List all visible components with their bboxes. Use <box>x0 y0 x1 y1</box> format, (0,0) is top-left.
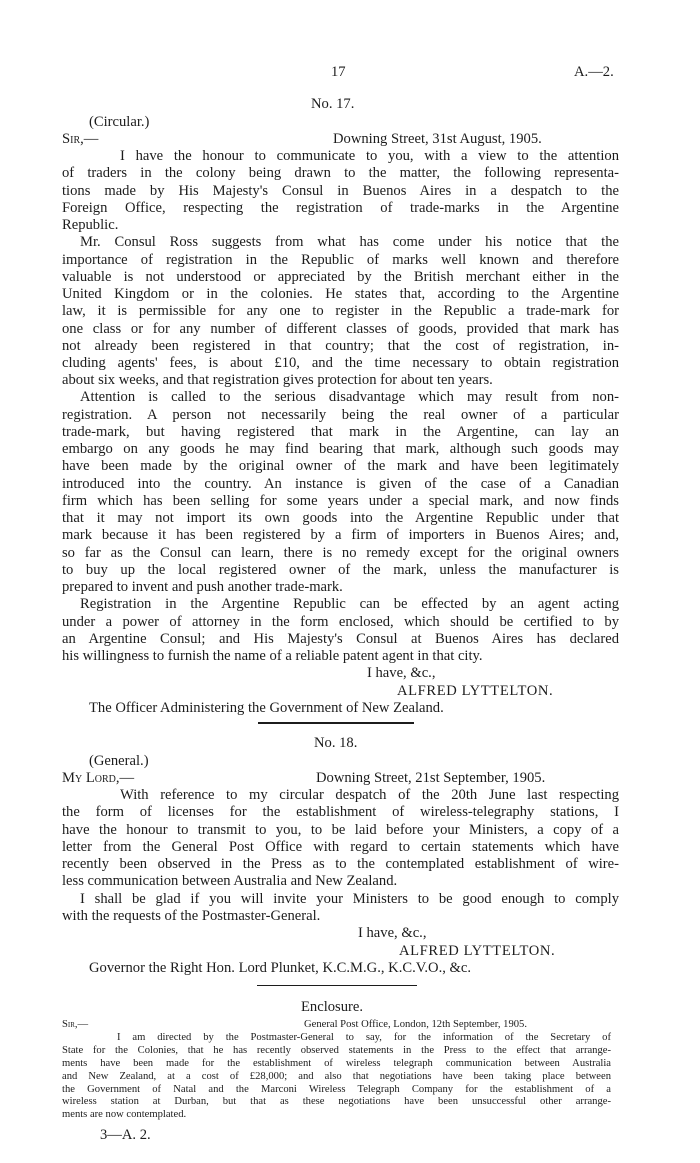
salutation: Sir,— <box>62 131 99 147</box>
despatch-number: No. 18. <box>314 735 358 751</box>
paragraph-line: valuable is not understood or appreciated by the British merchant either in the <box>62 269 619 285</box>
addressee: Governor the Right Hon. Lord Plunket, K.C.M.G., K.C.V.O., &c. <box>89 960 471 976</box>
paragraph-line: his willingness to furnish the name of a reliable patent agent in that city. <box>62 648 483 664</box>
paragraph-line: Republic. <box>62 217 119 233</box>
paragraph-line: letter from the General Post Office with regard to certain statements which have <box>62 839 619 855</box>
paragraph-line: importance of registration in the Republic of marks well known and therefore <box>62 252 619 268</box>
paragraph-line: Mr. Consul Ross suggests from what has come under his notice that the <box>80 234 619 250</box>
paragraph-line: firm which has been selling for some years under a special mark, and now finds <box>62 493 619 509</box>
printer-signature-mark: 3—A. 2. <box>100 1127 151 1143</box>
closing: I have, &c., <box>358 925 427 941</box>
paragraph-line: so far as the Consul can learn, there is no remedy except for the original owners <box>62 545 619 561</box>
paragraph-line: the Government of Natal and the Marconi Wireless Telegraph Company for the establishment of a <box>62 1084 611 1095</box>
despatch-number: No. 17. <box>311 96 355 112</box>
paragraph-line: that it may not import its own goods into the Argentine Republic under that <box>62 510 619 526</box>
paragraph-line: registration. A person not necessarily being the real owner of a particular <box>62 407 619 423</box>
paragraph-line: State for the Colonies, that he has recently observed statements in the Press to the effect that arrange- <box>62 1045 611 1056</box>
salutation: Sir,— <box>62 1019 89 1030</box>
page-number: 17 <box>331 64 346 80</box>
paragraph-line: I am directed by the Postmaster-General to say, for the information of the Secretary of <box>117 1032 611 1043</box>
paragraph-line: Registration in the Argentine Republic can be effected by an agent acting <box>80 596 619 612</box>
paragraph-line: embargo on any goods he may find bearing that mark, although such goods may <box>62 441 619 457</box>
paragraph-line: ments have been made for the establishment of wireless telegraph communication between Australia <box>62 1058 611 1069</box>
signature: ALFRED LYTTELTON. <box>399 943 556 959</box>
place-date: Downing Street, 31st August, 1905. <box>333 131 542 147</box>
paragraph-line: an Argentine Consul; and His Majesty's Consul at Buenos Aires has declared <box>62 631 619 647</box>
section-divider <box>258 722 414 724</box>
place-date: Downing Street, 21st September, 1905. <box>316 770 546 786</box>
enclosure-title: Enclosure. <box>301 999 364 1015</box>
paragraph-line: ments are now contemplated. <box>62 1109 187 1120</box>
signature: ALFRED LYTTELTON. <box>397 683 554 699</box>
paragraph-line: about six weeks, and that registration gives protection for about ten years. <box>62 372 493 388</box>
section-divider <box>257 985 417 986</box>
paragraph-line: United Kingdom or in the colonies. He states that, according to the Argentine <box>62 286 619 302</box>
paragraph-line: less communication between Australia and New Zealand. <box>62 873 398 889</box>
closing: I have, &c., <box>367 665 436 681</box>
paragraph-line: prepared to invent and push another trade-mark. <box>62 579 343 595</box>
paragraph-line: trade-mark, but having registered that mark in the Argentine, can lay an <box>62 424 619 440</box>
paragraph-line: under a power of attorney in the form enclosed, which should be certified to by <box>62 614 619 630</box>
paragraph-line: I have the honour to communicate to you, with a view to the attention <box>120 148 619 164</box>
paragraph-line: wireless station at Durban, but that as these negotiations have been unsuccessful other arrange- <box>62 1096 611 1107</box>
paragraph-line: the form of licenses for the establishment of wireless-telegraphy stations, I <box>62 804 619 820</box>
paragraph-line: have the honour to transmit to you, to be laid before your Ministers, a copy of a <box>62 822 619 838</box>
addressee: The Officer Administering the Government of New Zealand. <box>89 700 444 716</box>
despatch-type: (General.) <box>89 753 149 769</box>
paragraph-line: tions made by His Majesty's Consul in Buenos Aires in a despatch to the <box>62 183 619 199</box>
paragraph-line: With reference to my circular despatch of the 20th June last respecting <box>120 787 619 803</box>
paragraph-line: to buy up the local registered owner of the mark, unless the manufacturer is <box>62 562 619 578</box>
paragraph-line: Attention is called to the serious disadvantage which may result from non- <box>80 389 619 405</box>
paragraph-line: and New Zealand, at a cost of £28,000; and also that negotiations have been taking place between <box>62 1071 611 1082</box>
paragraph-line: law, it is permissible for any one to register in the Republic a trade-mark for <box>62 303 619 319</box>
paragraph-line: Foreign Office, respecting the registration of trade-marks in the Argentine <box>62 200 619 216</box>
salutation: My Lord,— <box>62 770 135 786</box>
paragraph-line: of traders in the colony being drawn to the matter, the following representa- <box>62 165 619 181</box>
place-date: General Post Office, London, 12th September, 1905. <box>304 1019 527 1030</box>
paragraph-line: have been made by the original owner of the mark and have been legitimately <box>62 458 619 474</box>
paragraph-line: cluding agents' fees, is about £10, and the time necessary to obtain registration <box>62 355 619 371</box>
paragraph-line: mark because it has been registered by a firm of importers in Buenos Aires; and, <box>62 527 619 543</box>
document-reference: A.—2. <box>574 64 614 80</box>
paragraph-line: recently been observed in the Press as to the contemplated establishment of wire- <box>62 856 619 872</box>
paragraph-line: introduced into the country. An instance is given of the case of a Canadian <box>62 476 619 492</box>
despatch-type: (Circular.) <box>89 114 150 130</box>
paragraph-line: I shall be glad if you will invite your Ministers to be good enough to comply <box>80 891 619 907</box>
paragraph-line: not already been registered in that country; that the cost of registration, in- <box>62 338 619 354</box>
paragraph-line: with the requests of the Postmaster-General. <box>62 908 321 924</box>
paragraph-line: one class or for any number of different classes of goods, provided that mark has <box>62 321 619 337</box>
